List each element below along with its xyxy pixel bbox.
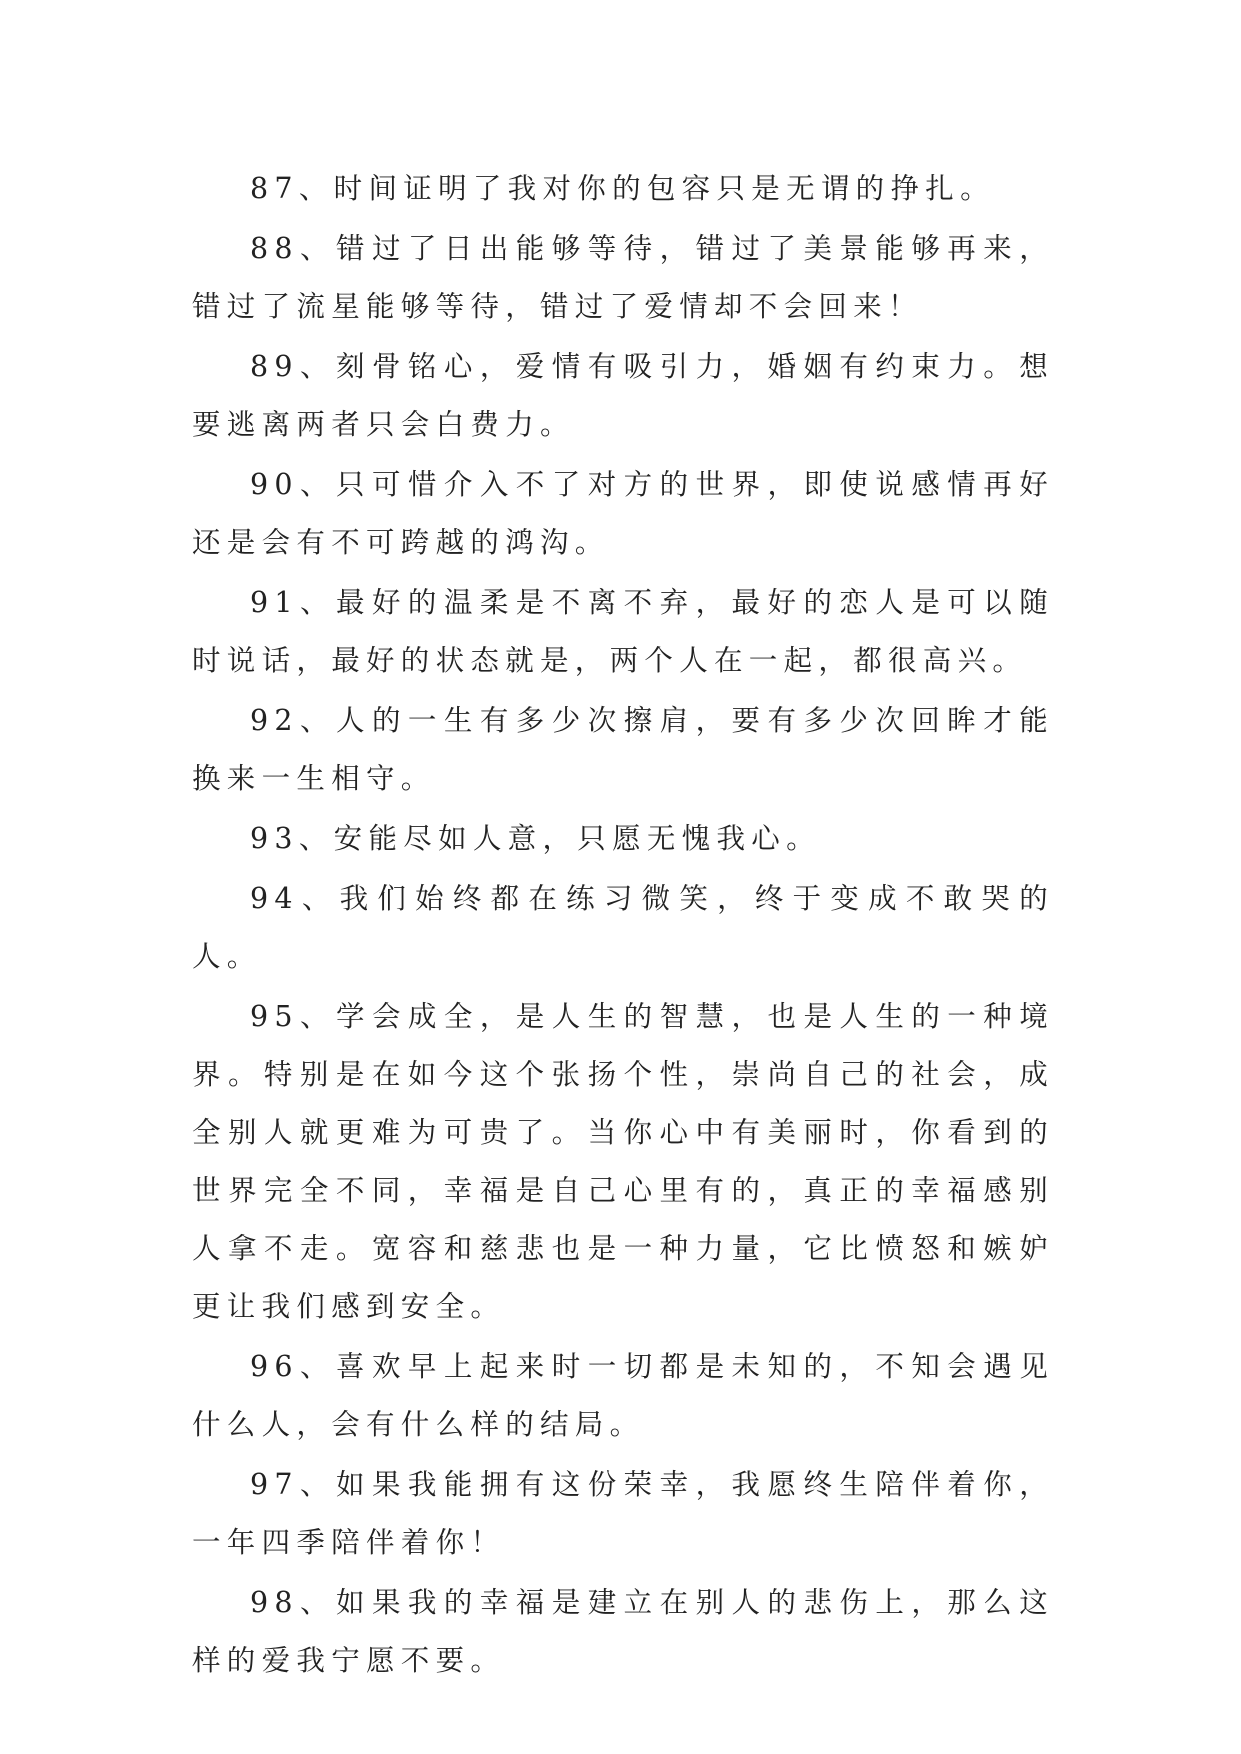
document-body: [192, 160, 1054, 1692]
paragraph-98: 98、如果我的幸福是建立在别人的悲伤上，那么这样的爱我宁愿不要。: [192, 1586, 1054, 1677]
paragraph-93: 93、安能尽如人意，只愿无愧我心。: [250, 822, 821, 855]
paragraph-95: 95、学会成全，是人生的智慧，也是人生的一种境界。特别是在如今这个张扬个性，崇尚自己的社会，成全别人就更难为可贵了。当你心中有美丽时，你看到的世界完全不同，幸福是自己心里有的，真正的幸福感别人拿不走。宽容和慈悲也是一种力量，它比愤怒和嫉妒更让我们感到安全。: [192, 1000, 1054, 1323]
paragraph-94: 94、我们始终都在练习微笑，终于变成不敢哭的人。: [192, 882, 1054, 973]
paragraph-91: 91、最好的温柔是不离不弃，最好的恋人是可以随时说话，最好的状态就是，两个人在一起，都很高兴。: [192, 586, 1054, 677]
paragraph-89: 89、刻骨铭心，爱情有吸引力，婚姻有约束力。想要逃离两者只会白费力。: [192, 350, 1054, 441]
paragraph-90: 90、只可惜介入不了对方的世界，即使说感情再好还是会有不可跨越的鸿沟。: [192, 468, 1054, 559]
paragraph-96: 96、喜欢早上起来时一切都是未知的，不知会遇见什么人，会有什么样的结局。: [192, 1350, 1054, 1441]
paragraph-87: 87、时间证明了我对你的包容只是无谓的挣扎。: [250, 172, 995, 205]
paragraph-97: 97、如果我能拥有这份荣幸，我愿终生陪伴着你，一年四季陪伴着你！: [192, 1468, 1054, 1559]
paragraph-92: 92、人的一生有多少次擦肩，要有多少次回眸才能换来一生相守。: [192, 704, 1054, 795]
paragraph-88: 88、错过了日出能够等待，错过了美景能够再来，错过了流星能够等待，错过了爱情却不会回来！: [192, 232, 1054, 323]
